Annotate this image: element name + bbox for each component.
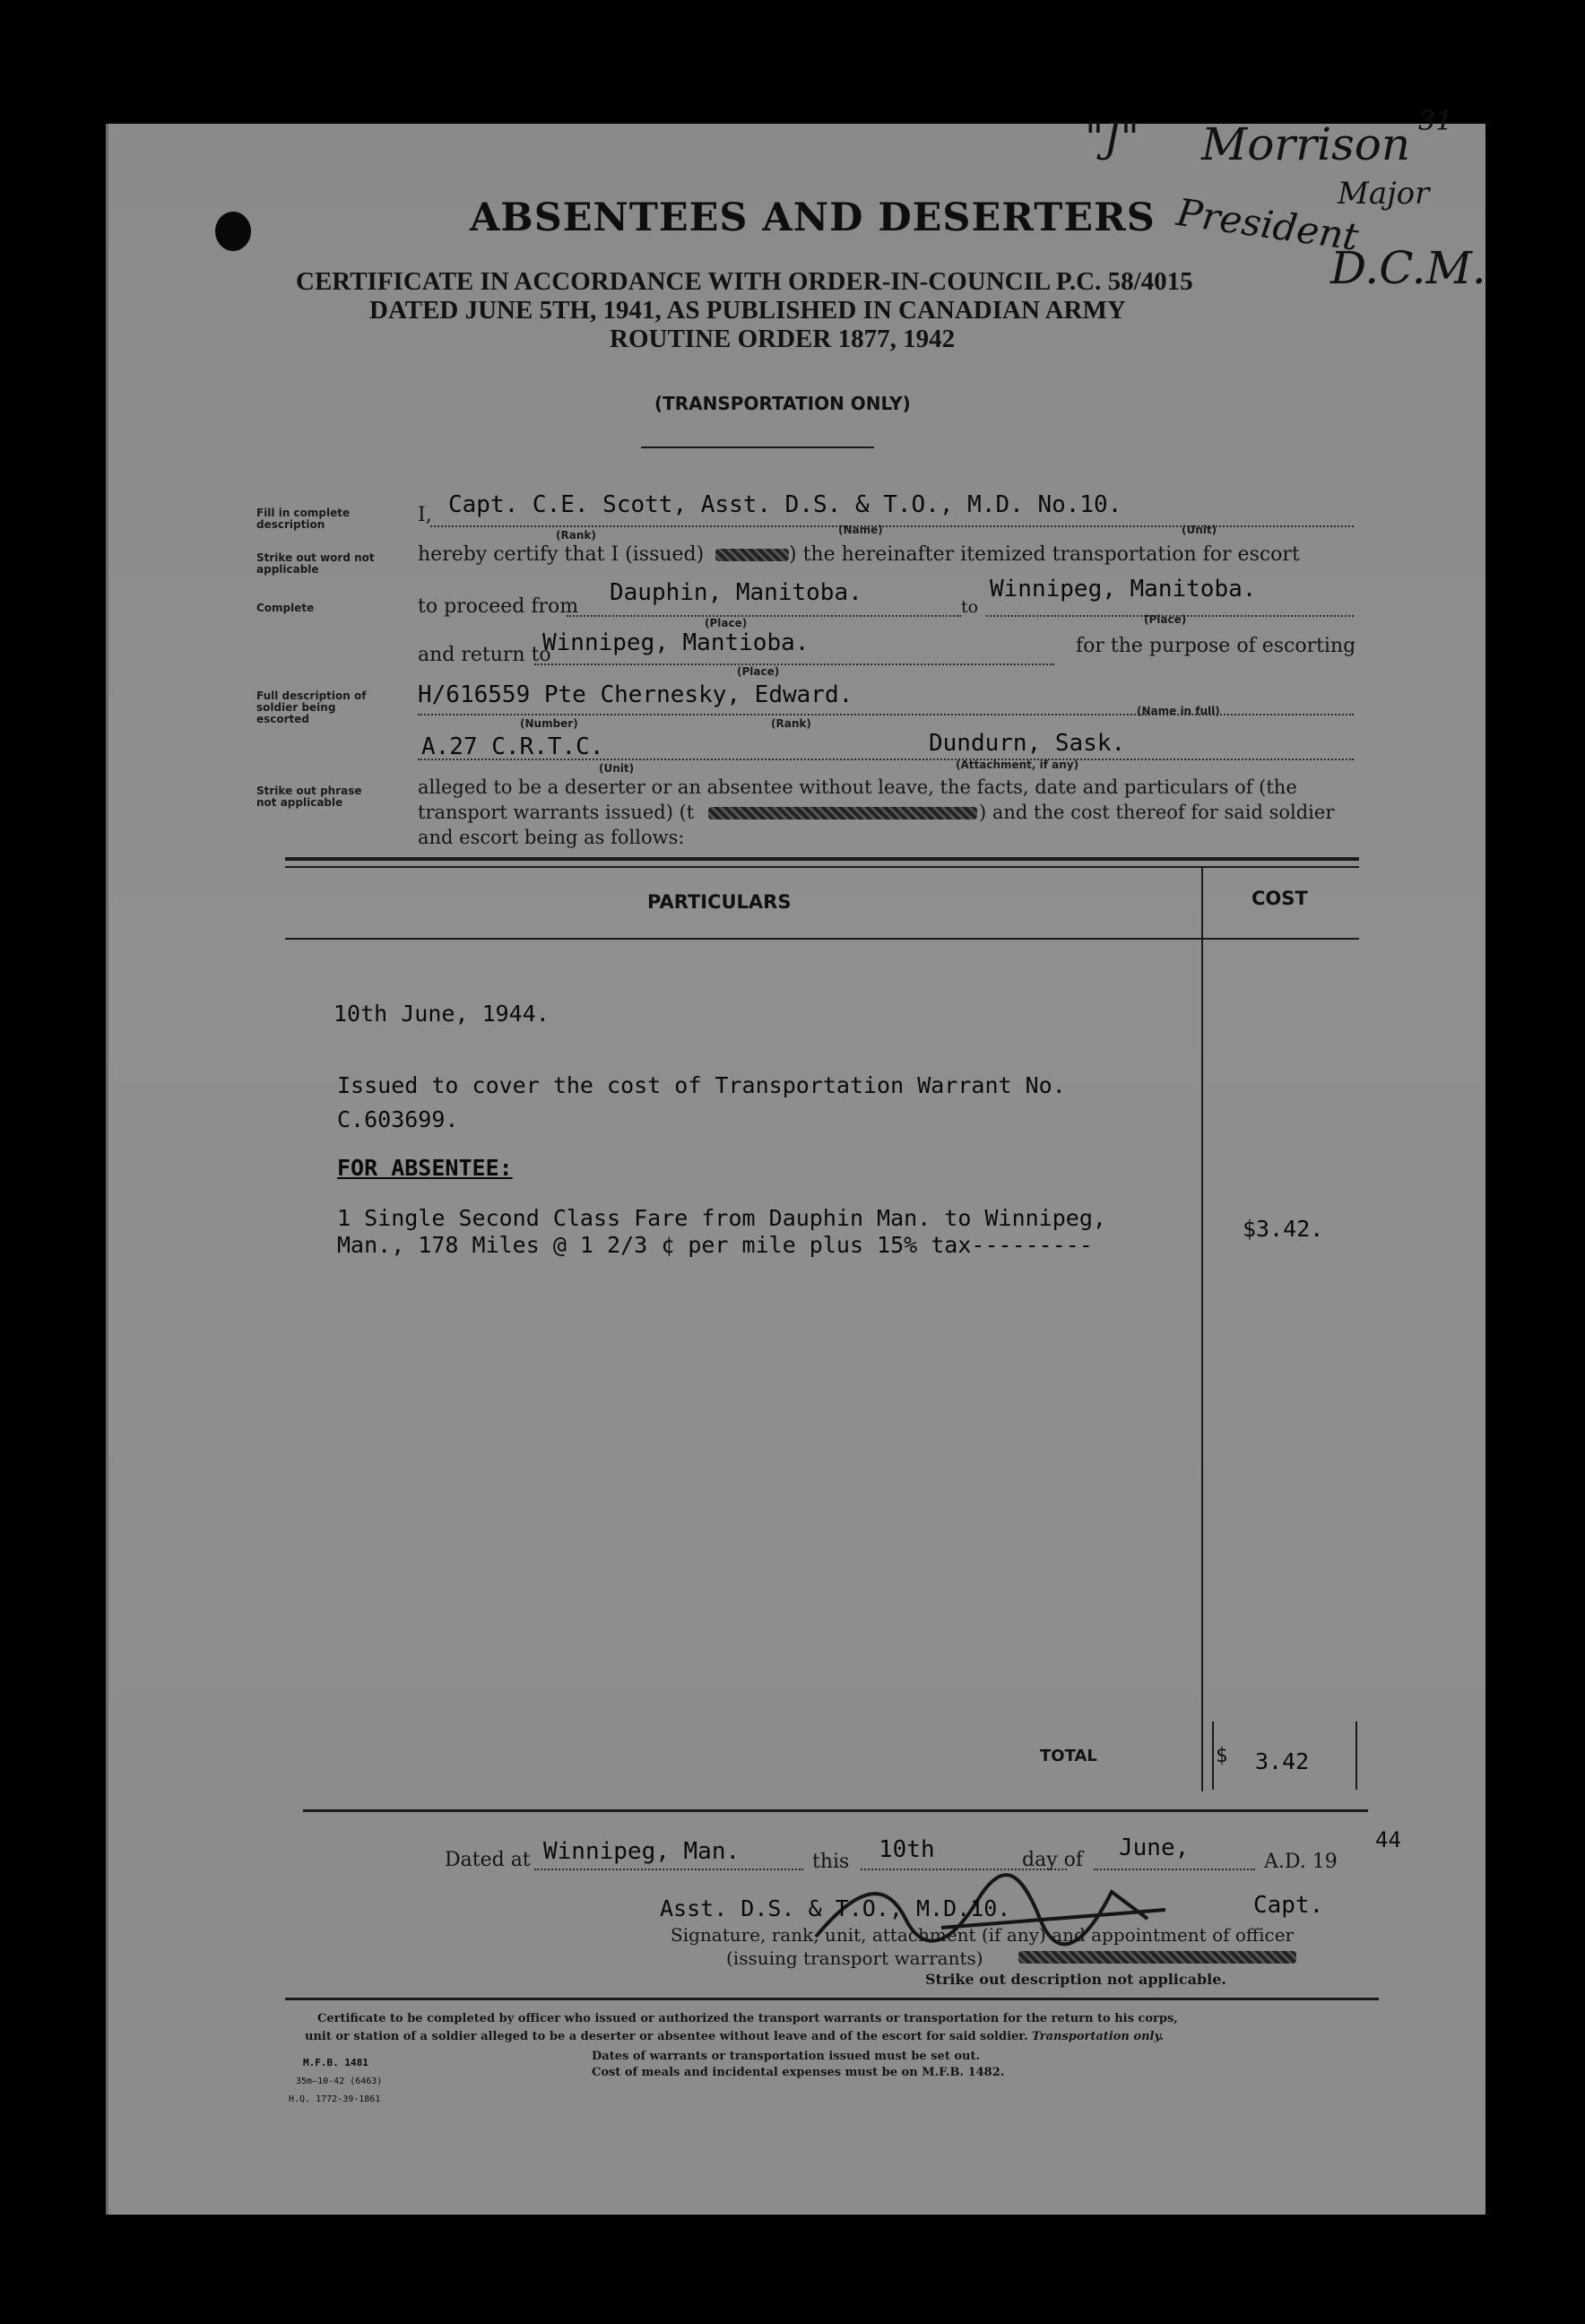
dated-ad: A.D. 19 — [1264, 1851, 1338, 1873]
footer-note-line-3: Dates of warrants or transportation issued must be set out. — [592, 2050, 980, 2063]
to-place-value: Winnipeg, Manitoba. — [990, 576, 1257, 603]
strikeout-mark — [715, 549, 789, 561]
handwritten-note-dcm: D.C.M. — [1330, 242, 1486, 294]
footer-note-line-2-em: Transportation only. — [1032, 2030, 1165, 2043]
label-place-from: (Place) — [705, 617, 748, 629]
attachment-value: Dundurn, Sask. — [929, 730, 1126, 757]
header-divider — [641, 447, 874, 448]
footer-print-code: 35m—10-42 (6463) — [296, 2077, 383, 2086]
signature-strike-note: Strike out description not applicable. — [925, 1971, 1226, 1988]
particulars-fare-line-2: Man., 178 Miles @ 1 2/3 ¢ per mile plus 15% tax--------- — [337, 1232, 1093, 1258]
transportation-only-note: (TRANSPORTATION ONLY) — [654, 393, 911, 414]
dated-month-value: June, — [1119, 1834, 1190, 1861]
header-row-rule — [285, 938, 1359, 940]
subtitle-line-2: DATED JUNE 5TH, 1941, AS PUBLISHED IN CANADIAN ARMY — [369, 296, 1126, 325]
signature-caption-line-2: (issuing transport warrants) — [726, 1947, 983, 1969]
cert-prefix: I, — [418, 504, 432, 526]
certify-line-start: hereby certify that I (issued) — [418, 543, 705, 566]
document-title: ABSENTEES AND DESERTERS — [470, 195, 1156, 240]
label-unit: (Unit) — [1182, 524, 1217, 536]
return-place-value: Winnipeg, Mantioba. — [542, 629, 810, 656]
strikeout-signature-mark — [1018, 1951, 1296, 1964]
side-note-full-description: Full description of soldier being escorted — [256, 689, 367, 725]
handwritten-page-number: 31 — [1418, 106, 1453, 137]
handwritten-note-president: President — [1174, 190, 1362, 259]
from-line — [567, 615, 961, 617]
label-rank-soldier: (Rank) — [771, 717, 811, 730]
column-header-cost: COST — [1252, 888, 1308, 909]
footer-form-number: M.F.B. 1481 — [303, 2057, 368, 2068]
certify-line-end: ) the hereinafter itemized transportation for escort — [789, 543, 1300, 566]
particulars-fare-cost: $3.42. — [1243, 1216, 1324, 1242]
total-label: TOTAL — [1040, 1747, 1097, 1765]
dated-prefix: Dated at — [445, 1849, 531, 1871]
return-line — [534, 663, 1054, 665]
total-currency: $ — [1216, 1745, 1228, 1767]
table-top-rule-thin — [285, 866, 1359, 868]
table-top-rule — [285, 857, 1359, 861]
punch-hole — [215, 212, 251, 251]
label-place-to: (Place) — [1144, 613, 1187, 626]
label-number: (Number) — [520, 717, 578, 730]
dated-place-value: Winnipeg, Man. — [543, 1838, 741, 1865]
from-place-value: Dauphin, Manitoba. — [610, 579, 862, 606]
footer-rule — [285, 1998, 1379, 2000]
cost-column-divider — [1201, 868, 1203, 1791]
footer-note-line-4: Cost of meals and incidental expenses must be on M.F.B. 1482. — [592, 2066, 1005, 2079]
total-value: 3.42 — [1255, 1748, 1310, 1774]
label-name: (Name) — [838, 524, 883, 536]
particulars-issued-line-1: Issued to cover the cost of Transportation Warrant No. — [337, 1072, 1066, 1098]
soldier-value: H/616559 Pte Chernesky, Edward. — [418, 681, 853, 708]
total-box-left — [1212, 1721, 1214, 1790]
proceed-prefix: to proceed from — [418, 595, 579, 618]
label-name-in-full: (Name in full) — [1137, 705, 1220, 717]
subtitle-line-1: CERTIFICATE IN ACCORDANCE WITH ORDER-IN-COUNCIL P.C. 58/4015 — [296, 267, 1193, 296]
alleged-line-2-start: transport warrants issued) (t — [418, 802, 695, 823]
dated-day-value: 10th — [879, 1836, 935, 1863]
dated-year-value: 44 — [1375, 1827, 1401, 1852]
footer-note-line-2 — [305, 2030, 1164, 2043]
handwritten-mark: "J" — [1085, 113, 1139, 161]
signature-rank: Capt. — [1253, 1892, 1324, 1919]
footer-hq-code: H.Q. 1772-39-1861 — [289, 2094, 381, 2104]
to-word: to — [961, 597, 979, 617]
footer-note-line-1: Certificate to be completed by officer who issued or authorized the transport warrants or transportation for the return to his corps, — [317, 2012, 1178, 2025]
particulars-date: 10th June, 1944. — [333, 1001, 550, 1027]
column-header-particulars: PARTICULARS — [647, 891, 792, 913]
footer-note-line-2-text: unit or station of a soldier alleged to be a deserter or absentee without leave and of the escort for said soldier. — [305, 2030, 1028, 2043]
alleged-line-1: alleged to be a deserter or an absentee without leave, the facts, date and particulars of (the — [418, 776, 1297, 798]
side-note-complete: Complete — [256, 602, 315, 614]
signature-appointment: Asst. D.S. & T.O., M.D.10. — [660, 1895, 1011, 1921]
dated-place-line — [534, 1869, 803, 1870]
label-unit-soldier: (Unit) — [599, 762, 635, 775]
side-note-strike-word: Strike out word not applicable — [256, 551, 375, 576]
label-rank: (Rank) — [556, 529, 596, 542]
total-box-right — [1355, 1721, 1357, 1790]
particulars-fare-line-1: 1 Single Second Class Fare from Dauphin Man. to Winnipeg, — [337, 1205, 1106, 1231]
label-place-return: (Place) — [737, 665, 780, 678]
table-bottom-rule — [303, 1809, 1368, 1812]
return-prefix: and return to — [418, 644, 551, 666]
dated-this: this — [812, 1851, 850, 1873]
dated-day-of: day of — [1022, 1849, 1084, 1871]
alleged-line-2-end: ) and the cost thereof for said soldier — [979, 802, 1335, 823]
unit-value: A.27 C.R.T.C. — [421, 733, 604, 760]
strikeout-phrase-mark — [708, 807, 977, 819]
signature-caption-line-1: Signature, rank, unit, attachment (if any) and appointment of officer — [671, 1924, 1295, 1946]
handwritten-signature-top: Morrison — [1201, 118, 1411, 170]
officer-value: Capt. C.E. Scott, Asst. D.S. & T.O., M.D. No.10. — [448, 491, 1122, 518]
side-note-strike-phrase: Strike out phrase not applicable — [256, 785, 362, 809]
subtitle-line-3: ROUTINE ORDER 1877, 1942 — [610, 325, 956, 353]
label-attachment: (Attachment, if any) — [956, 759, 1079, 771]
particulars-for-absentee: FOR ABSENTEE: — [337, 1155, 513, 1181]
particulars-issued-line-2: C.603699. — [337, 1106, 459, 1132]
purpose-text: for the purpose of escorting — [1076, 635, 1356, 657]
alleged-line-3: and escort being as follows: — [418, 827, 685, 848]
handwritten-note-major: Major — [1338, 176, 1430, 212]
side-note-fill-in: Fill in complete description — [256, 507, 351, 531]
